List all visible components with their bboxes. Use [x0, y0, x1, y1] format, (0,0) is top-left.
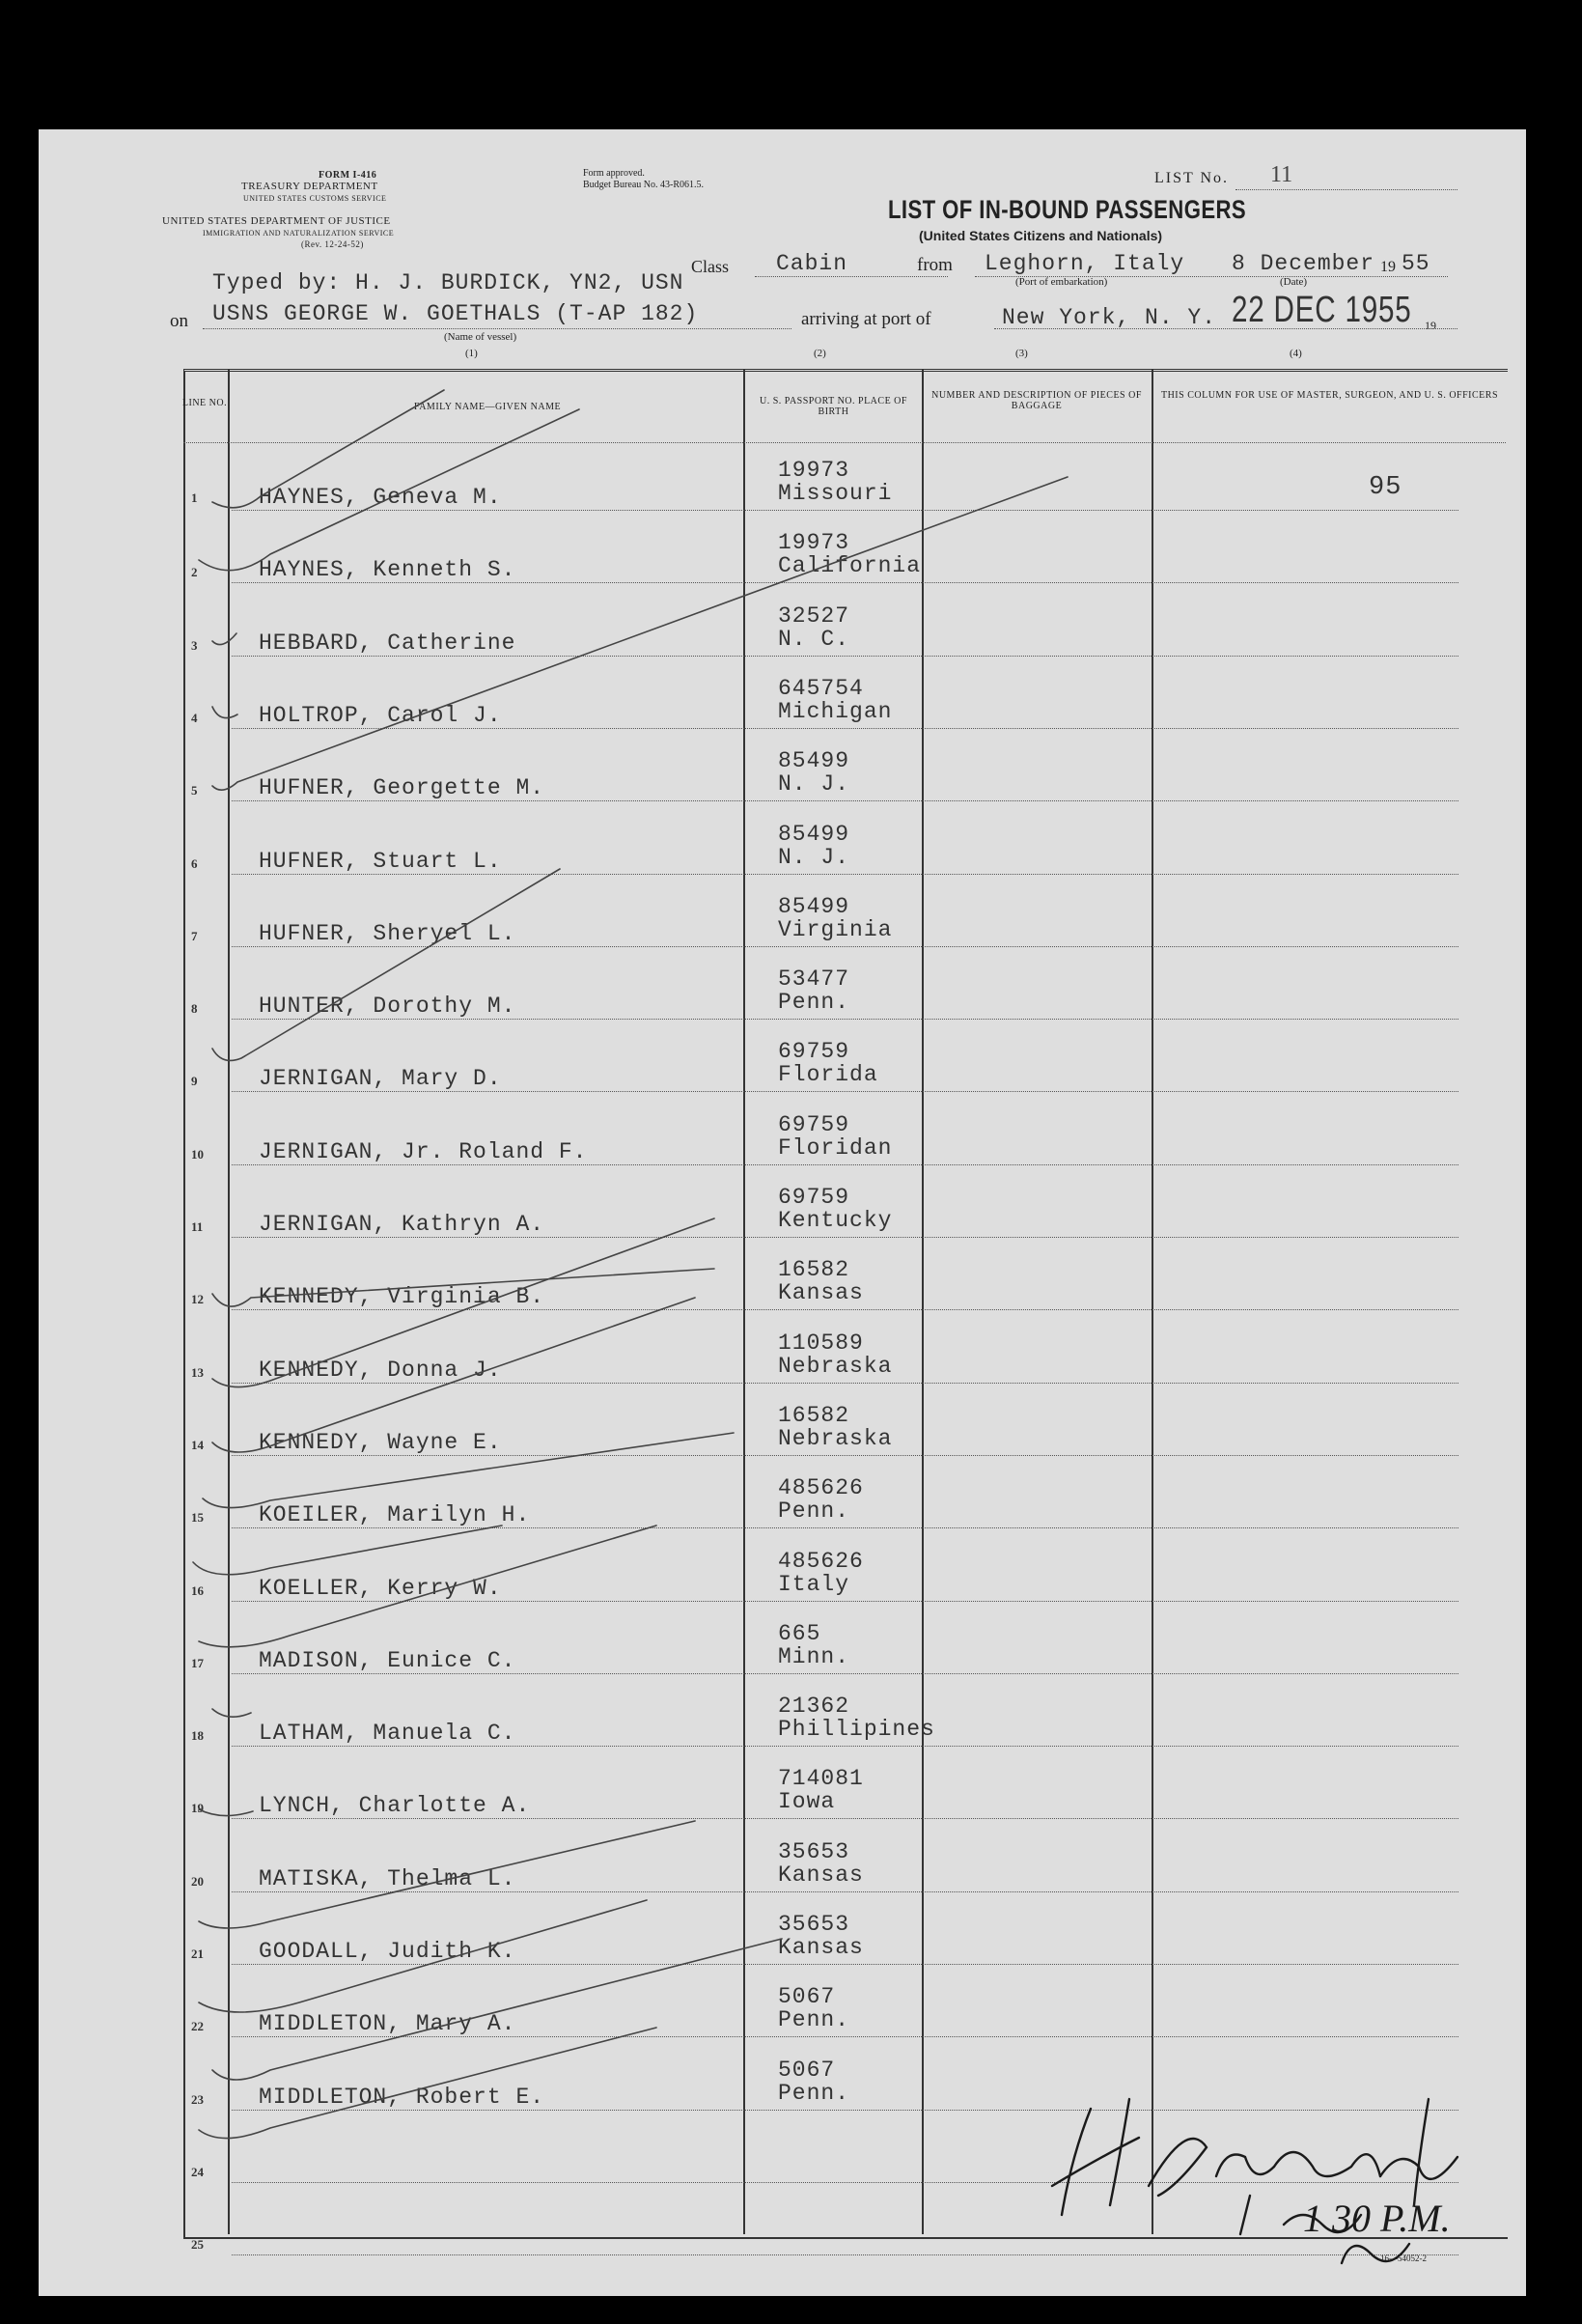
table-row [39, 442, 1526, 515]
line-number: 15 [191, 1510, 204, 1526]
place-of-birth: Virginia [778, 916, 893, 942]
footer-code: 16—54052-2 [1380, 2254, 1427, 2263]
line-number: 3 [191, 637, 198, 653]
line-number: 7 [191, 928, 198, 943]
passport-number: 5067 [778, 2057, 836, 2083]
place-of-birth: Kansas [778, 1280, 864, 1306]
column-number-1: (1) [465, 348, 478, 359]
place-of-birth: Missouri [778, 481, 893, 506]
passport-number: 69759 [778, 1111, 850, 1137]
passenger-name: HUNTER, Dorothy M. [259, 994, 516, 1020]
passport-number: 16582 [778, 1402, 850, 1428]
table-row [39, 1169, 1526, 1242]
port-embark-caption: (Port of embarkation) [1015, 276, 1108, 288]
line-number: 21 [191, 1946, 204, 1961]
class-label: Class [691, 257, 730, 276]
place-of-birth: Italy [778, 1571, 850, 1597]
line-number: 12 [191, 1292, 204, 1307]
passport-number: 665 [778, 1620, 821, 1646]
place-of-birth: Floridan [778, 1134, 893, 1161]
table-row [39, 1315, 1526, 1387]
passenger-name: LATHAM, Manuela C. [259, 1721, 516, 1747]
arriving-label: arriving at port of [801, 309, 931, 329]
passenger-name: KENNEDY, Virginia B. [259, 1284, 545, 1310]
col-header-passport: U. S. PASSPORT NO. PLACE OF BIRTH [760, 396, 907, 417]
place-of-birth: Penn. [778, 2007, 850, 2033]
budget-bureau: Budget Bureau No. 43-R061.5. [583, 180, 704, 190]
from-port: Leghorn, Italy [985, 251, 1185, 276]
officer-note: 95 [1369, 473, 1402, 502]
place-of-birth: Michigan [778, 698, 893, 724]
passenger-name: HAYNES, Geneva M. [259, 485, 502, 510]
table-row [39, 1606, 1526, 1678]
passport-number: 19973 [778, 530, 850, 556]
place-of-birth: Nebraska [778, 1353, 893, 1379]
passport-number: 16582 [778, 1257, 850, 1283]
passenger-name: MIDDLETON, Mary A. [259, 2011, 516, 2037]
passenger-name: KENNEDY, Donna J. [259, 1357, 502, 1383]
table-row [39, 660, 1526, 733]
arrival-date-stamp: 22 DEC 1955 [1232, 290, 1412, 330]
line-number: 8 [191, 1001, 198, 1017]
passport-number: 485626 [778, 1475, 864, 1501]
passport-number: 110589 [778, 1330, 864, 1356]
line-number: 17 [191, 1655, 204, 1670]
passenger-name: KOEILER, Marilyn H. [259, 1502, 531, 1528]
passenger-name: JERNIGAN, Mary D. [259, 1066, 502, 1092]
line-number: 10 [191, 1146, 204, 1162]
passenger-name: GOODALL, Judith K. [259, 1939, 516, 1964]
place-of-birth: Kansas [778, 1862, 864, 1888]
passenger-name: HEBBARD, Catherine [259, 630, 516, 656]
vessel-caption: (Name of vessel) [444, 331, 517, 343]
passenger-name: HUFNER, Sheryel L. [259, 920, 516, 946]
place-of-birth: Florida [778, 1062, 878, 1088]
line-number: 2 [191, 565, 198, 580]
table-row [39, 1969, 1526, 2041]
table-row [39, 1387, 1526, 1460]
column-number-2: (2) [814, 348, 826, 359]
passport-number: 69759 [778, 1039, 850, 1065]
line-number: 23 [191, 2091, 204, 2107]
table-row [39, 1023, 1526, 1096]
passport-number: 485626 [778, 1548, 864, 1574]
passenger-name: JERNIGAN, Kathryn A. [259, 1212, 545, 1237]
vessel-name: USNS GEORGE W. GOETHALS (T-AP 182) [212, 301, 699, 326]
passenger-name: HOLTROP, Carol J. [259, 702, 502, 728]
page-subtitle: (United States Citizens and Nationals) [919, 228, 1163, 243]
table-row [39, 1242, 1526, 1314]
table-row [39, 1896, 1526, 1969]
table-row [39, 515, 1526, 587]
ins-agency: IMMIGRATION AND NATURALIZATION SERVICE [203, 229, 395, 238]
table-row [39, 1460, 1526, 1532]
table-row [39, 1678, 1526, 1750]
line-number: 14 [191, 1437, 204, 1452]
class-value: Cabin [776, 251, 848, 276]
passport-number: 35653 [778, 1912, 850, 1937]
passenger-name: KOELLER, Kerry W. [259, 1575, 502, 1601]
passport-number: 714081 [778, 1766, 864, 1792]
column-number-4: (4) [1290, 348, 1302, 359]
passenger-name: LYNCH, Charlotte A. [259, 1793, 531, 1819]
line-number: 22 [191, 2019, 204, 2034]
time-note: 1 30 P.M. [1303, 2197, 1451, 2240]
page-title: LIST OF IN-BOUND PASSENGERS [888, 195, 1247, 224]
dept-justice: UNITED STATES DEPARTMENT OF JUSTICE [162, 215, 391, 227]
line-number: 11 [191, 1219, 204, 1234]
table-row [39, 951, 1526, 1023]
passenger-name: KENNEDY, Wayne E. [259, 1429, 502, 1455]
place-of-birth: Iowa [778, 1789, 836, 1815]
arrival-year-prefix: 19 [1425, 319, 1436, 332]
table-row [39, 733, 1526, 805]
table-row [39, 1824, 1526, 1896]
passport-number: 645754 [778, 675, 864, 701]
column-number-3: (3) [1015, 348, 1028, 359]
year-suffix: 55 [1402, 251, 1430, 276]
form-number: FORM I-416 [319, 170, 377, 181]
passenger-name: JERNIGAN, Jr. Roland F. [259, 1138, 588, 1164]
passport-number: 35653 [778, 1838, 850, 1864]
on-label: on [170, 311, 188, 331]
col-header-officers: THIS COLUMN FOR USE OF MASTER, SURGEON, AND U. S. OFFICERS [1160, 390, 1499, 401]
place-of-birth: Penn. [778, 990, 850, 1016]
place-of-birth: Phillipines [778, 1717, 935, 1743]
from-label: from [917, 255, 953, 275]
place-of-birth: Nebraska [778, 1425, 893, 1451]
passport-number: 5067 [778, 1984, 836, 2010]
line-number: 4 [191, 710, 198, 725]
line-number: 6 [191, 855, 198, 871]
place-of-birth: N. J. [778, 771, 850, 798]
line-number: 24 [191, 2164, 204, 2179]
passenger-name: HUFNER, Stuart L. [259, 848, 502, 874]
signature-text [1062, 2138, 1068, 2139]
col-header-baggage: NUMBER AND DESCRIPTION OF PIECES OF BAGGAGE [931, 390, 1142, 411]
line-number: 19 [191, 1801, 204, 1816]
arrival-port: New York, N. Y. [1002, 305, 1217, 330]
place-of-birth: California [778, 553, 922, 579]
place-of-birth: N. J. [778, 844, 850, 870]
line-number: 13 [191, 1364, 204, 1380]
line-number: 25 [191, 2237, 204, 2253]
table-row [39, 2042, 1526, 2114]
table-row [39, 879, 1526, 951]
passport-number: 19973 [778, 458, 850, 483]
table-row [39, 1097, 1526, 1169]
passport-number: 53477 [778, 966, 850, 993]
col-header-line-no: LINE NO. [181, 398, 228, 408]
form-approved: Form approved. [583, 168, 645, 179]
col-header-family-name: FAMILY NAME—GIVEN NAME [413, 402, 562, 412]
passport-number: 85499 [778, 748, 850, 774]
passport-number: 85499 [778, 893, 850, 919]
table-row [39, 2114, 1526, 2187]
passenger-name: MIDDLETON, Robert E. [259, 2084, 545, 2110]
passport-number: 69759 [778, 1185, 850, 1210]
from-date: 8 December [1232, 251, 1375, 276]
revision-date: (Rev. 12-24-52) [301, 239, 364, 249]
year-prefix: 19 [1380, 259, 1396, 275]
manifest-page [39, 129, 1526, 2296]
place-of-birth: N. C. [778, 626, 850, 652]
customs-service: UNITED STATES CUSTOMS SERVICE [243, 194, 387, 203]
passport-number: 85499 [778, 821, 850, 847]
date-caption: (Date) [1280, 276, 1308, 288]
line-number: 18 [191, 1728, 204, 1744]
dept-treasury: TREASURY DEPARTMENT [241, 181, 378, 192]
line-number: 20 [191, 1873, 204, 1889]
passport-number: 21362 [778, 1694, 850, 1720]
passenger-name: MADISON, Eunice C. [259, 1647, 516, 1673]
passenger-name: HUFNER, Georgette M. [259, 775, 545, 801]
list-no-value: 11 [1270, 162, 1293, 187]
place-of-birth: Penn. [778, 2080, 850, 2106]
table-row [39, 1533, 1526, 1606]
passenger-name: HAYNES, Kenneth S. [259, 557, 516, 583]
place-of-birth: Kentucky [778, 1208, 893, 1233]
passenger-name: MATISKA, Thelma L. [259, 1865, 516, 1891]
line-number: 9 [191, 1074, 198, 1089]
place-of-birth: Minn. [778, 1643, 850, 1669]
typed-by: Typed by: H. J. BURDICK, YN2, USN [212, 270, 684, 295]
table-row [39, 806, 1526, 879]
list-no-label: LIST No. [1154, 170, 1230, 186]
place-of-birth: Kansas [778, 1935, 864, 1960]
line-number: 1 [191, 490, 198, 505]
passport-number: 32527 [778, 602, 850, 629]
table-row [39, 1750, 1526, 1823]
place-of-birth: Penn. [778, 1498, 850, 1525]
line-number: 16 [191, 1582, 204, 1598]
line-number: 5 [191, 783, 198, 798]
table-row [39, 588, 1526, 660]
